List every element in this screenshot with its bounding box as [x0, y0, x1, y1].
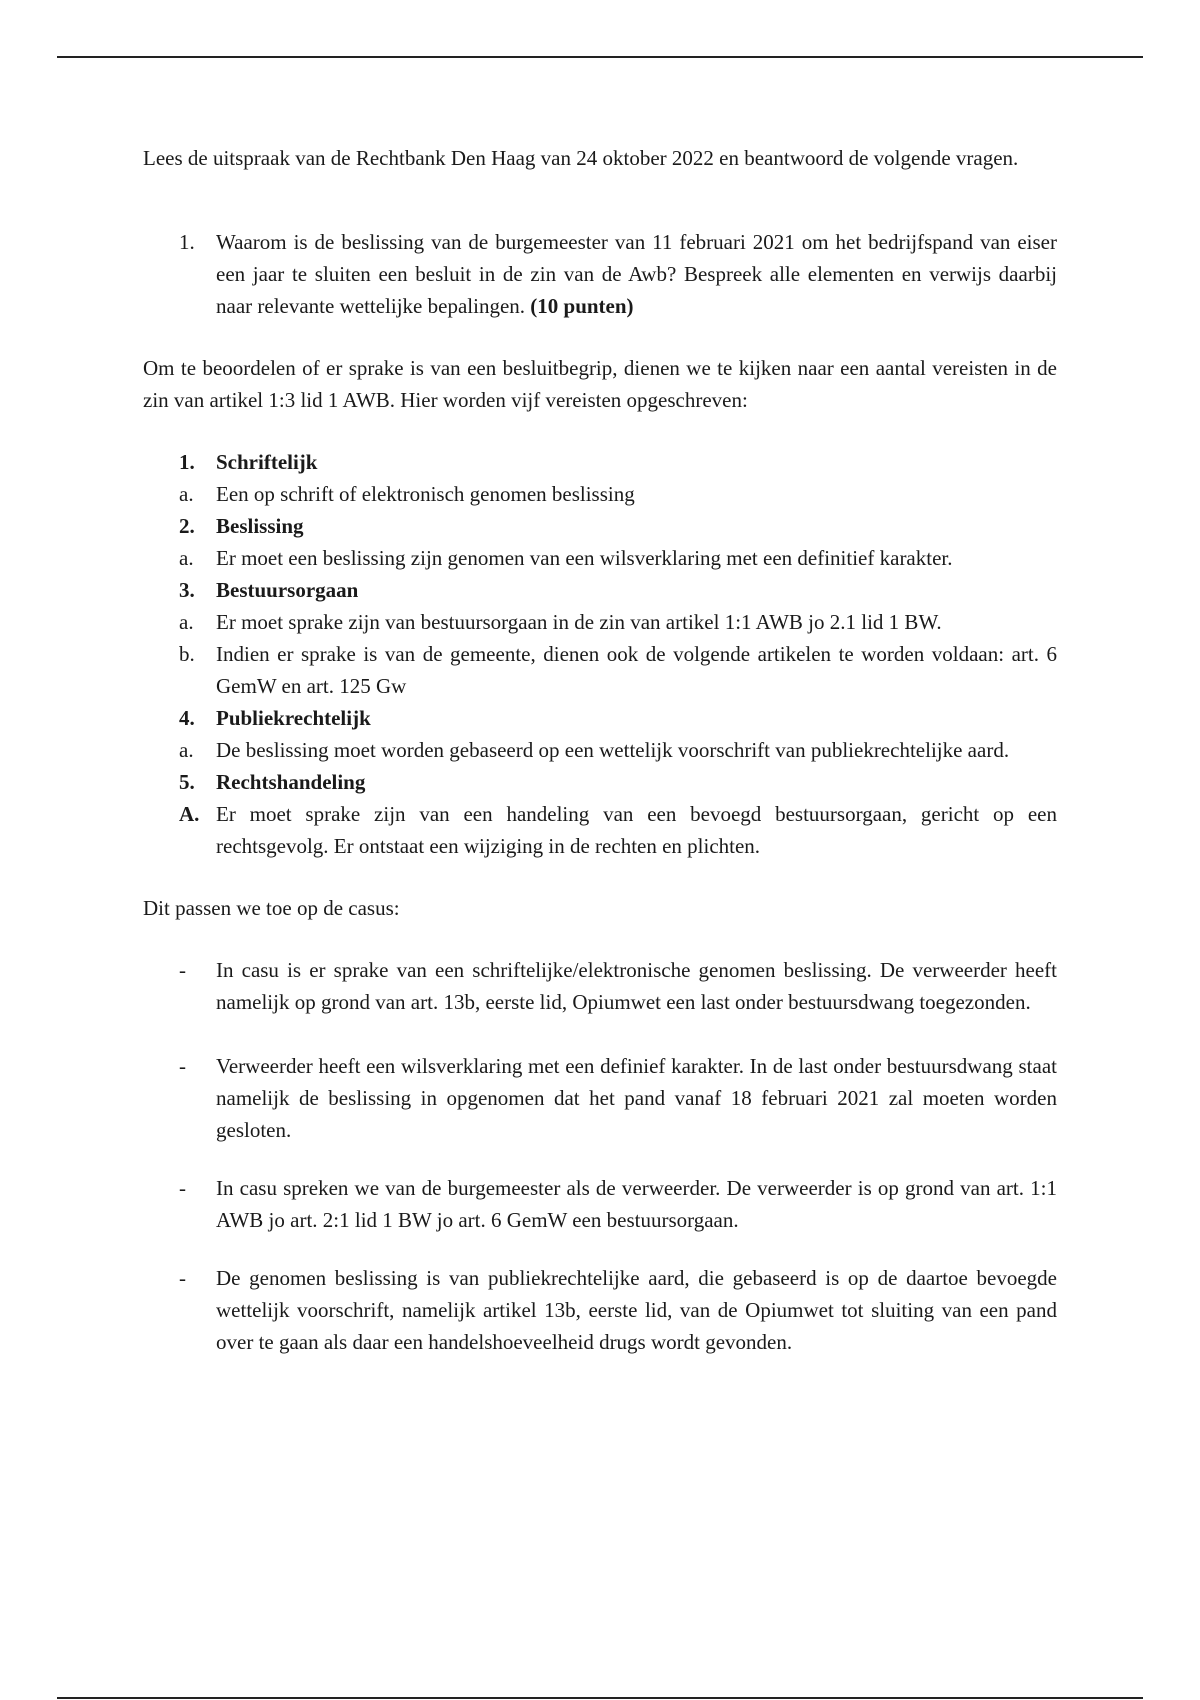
bullet-dash: - [179, 1266, 186, 1290]
bullet-dash: - [179, 958, 186, 982]
requirements-list [143, 446, 1057, 862]
requirement-title: Rechtshandeling [216, 770, 366, 794]
requirement-sub [143, 478, 1057, 510]
requirement-sub [143, 638, 1057, 702]
requirement-heading [143, 446, 1057, 478]
requirement-heading [143, 574, 1057, 606]
requirement-number: 1. [179, 450, 195, 474]
requirement-title: Publiekrechtelijk [216, 706, 371, 730]
question-1 [143, 226, 1057, 322]
sub-text: De beslissing moet worden gebaseerd op een wettelijk voorschrift van publiekrechtelijke aard. [216, 738, 1010, 762]
question-points: (10 punten) [530, 294, 634, 318]
sub-text: Er moet een beslissing zijn genomen van een wilsverklaring met een definitief karakter. [216, 546, 953, 570]
requirement-number: 3. [179, 578, 195, 602]
sub-text: Er moet sprake zijn van een handeling van een bevoegd bestuursorgaan, gericht op een rechtsgevolg. Er ontstaat een wijziging in de rechten en plichten. [216, 802, 1057, 858]
question-body: Waarom is de beslissing van de burgemeester van 11 februari 2021 om het bedrijfspand van eiser een jaar te sluiten een besluit in de zin van de Awb? Bespreek alle elementen en verwijs daarbij naar relevante wettelijke bepalingen. [216, 230, 1057, 318]
sub-text: Een op schrift of elektronisch genomen beslissing [216, 482, 635, 506]
requirement-number: 5. [179, 770, 195, 794]
bullet-dash: - [179, 1176, 186, 1200]
requirement-sub [143, 734, 1057, 766]
bullet-text: Verweerder heeft een wilsverklaring met een definief karakter. In de last onder bestuursdwang staat namelijk de beslissing in opgenomen dat het pand vanaf 18 februari 2021 zal moeten worden gesloten. [216, 1054, 1057, 1142]
requirement-heading [143, 510, 1057, 542]
requirement-title: Beslissing [216, 514, 304, 538]
requirement-number: 4. [179, 706, 195, 730]
requirement-number: 2. [179, 514, 195, 538]
requirement-sub [143, 606, 1057, 638]
requirement-heading [143, 702, 1057, 734]
bullet-dash: - [179, 1054, 186, 1078]
sub-text: Er moet sprake zijn van bestuursorgaan in de zin van artikel 1:1 AWB jo 2.1 lid 1 BW. [216, 610, 942, 634]
requirement-sub [143, 798, 1057, 862]
requirement-title: Bestuursorgaan [216, 578, 359, 602]
sub-marker: a. [179, 482, 194, 506]
bullet-item [143, 1262, 1057, 1358]
footer-rule [57, 1697, 1143, 1699]
bullet-item [143, 1172, 1057, 1236]
apply-intro: Dit passen we toe op de casus: [143, 896, 400, 920]
question-text [216, 226, 1057, 322]
bullet-text: In casu spreken we van de burgemeester als de verweerder. De verweerder is op grond van art. 1:1 AWB jo art. 2:1 lid 1 BW jo art. 6 GemW een bestuursorgaan. [216, 1176, 1057, 1232]
bullet-item [143, 954, 1057, 1018]
document-body [143, 142, 1057, 1358]
sub-marker: a. [179, 738, 194, 762]
sub-marker: a. [179, 610, 194, 634]
question-number: 1. [179, 230, 195, 254]
header-rule [57, 56, 1143, 58]
bullet-text: In casu is er sprake van een schriftelijke/elektronische genomen beslissing. De verweerder heeft namelijk op grond van art. 13b, eerste lid, Opiumwet een last onder bestuursdwang toegezonden. [216, 958, 1057, 1014]
sub-marker: a. [179, 546, 194, 570]
requirements-intro: Om te beoordelen of er sprake is van een besluitbegrip, dienen we te kijken naar een aantal vereisten in de zin van artikel 1:3 lid 1 AWB. Hier worden vijf vereisten opgeschreven: [143, 356, 1057, 412]
requirement-sub [143, 542, 1057, 574]
sub-marker: A. [179, 802, 200, 826]
bullet-item [143, 1050, 1057, 1146]
sub-text: Indien er sprake is van de gemeente, dienen ook de volgende artikelen te worden voldaan: art. 6 GemW en art. 125 Gw [216, 642, 1057, 698]
bullet-text: De genomen beslissing is van publiekrechtelijke aard, die gebaseerd is op de daartoe bevoegde wettelijk voorschrift, namelijk artikel 13b, eerste lid, van de Opiumwet tot sluiting van een pand over te gaan als daar een handelshoeveelheid drugs wordt gevonden. [216, 1266, 1057, 1354]
requirement-title: Schriftelijk [216, 450, 318, 474]
intro-paragraph: Lees de uitspraak van de Rechtbank Den Haag van 24 oktober 2022 en beantwoord de volgende vragen. [143, 146, 1019, 170]
sub-marker: b. [179, 642, 195, 666]
requirement-heading [143, 766, 1057, 798]
